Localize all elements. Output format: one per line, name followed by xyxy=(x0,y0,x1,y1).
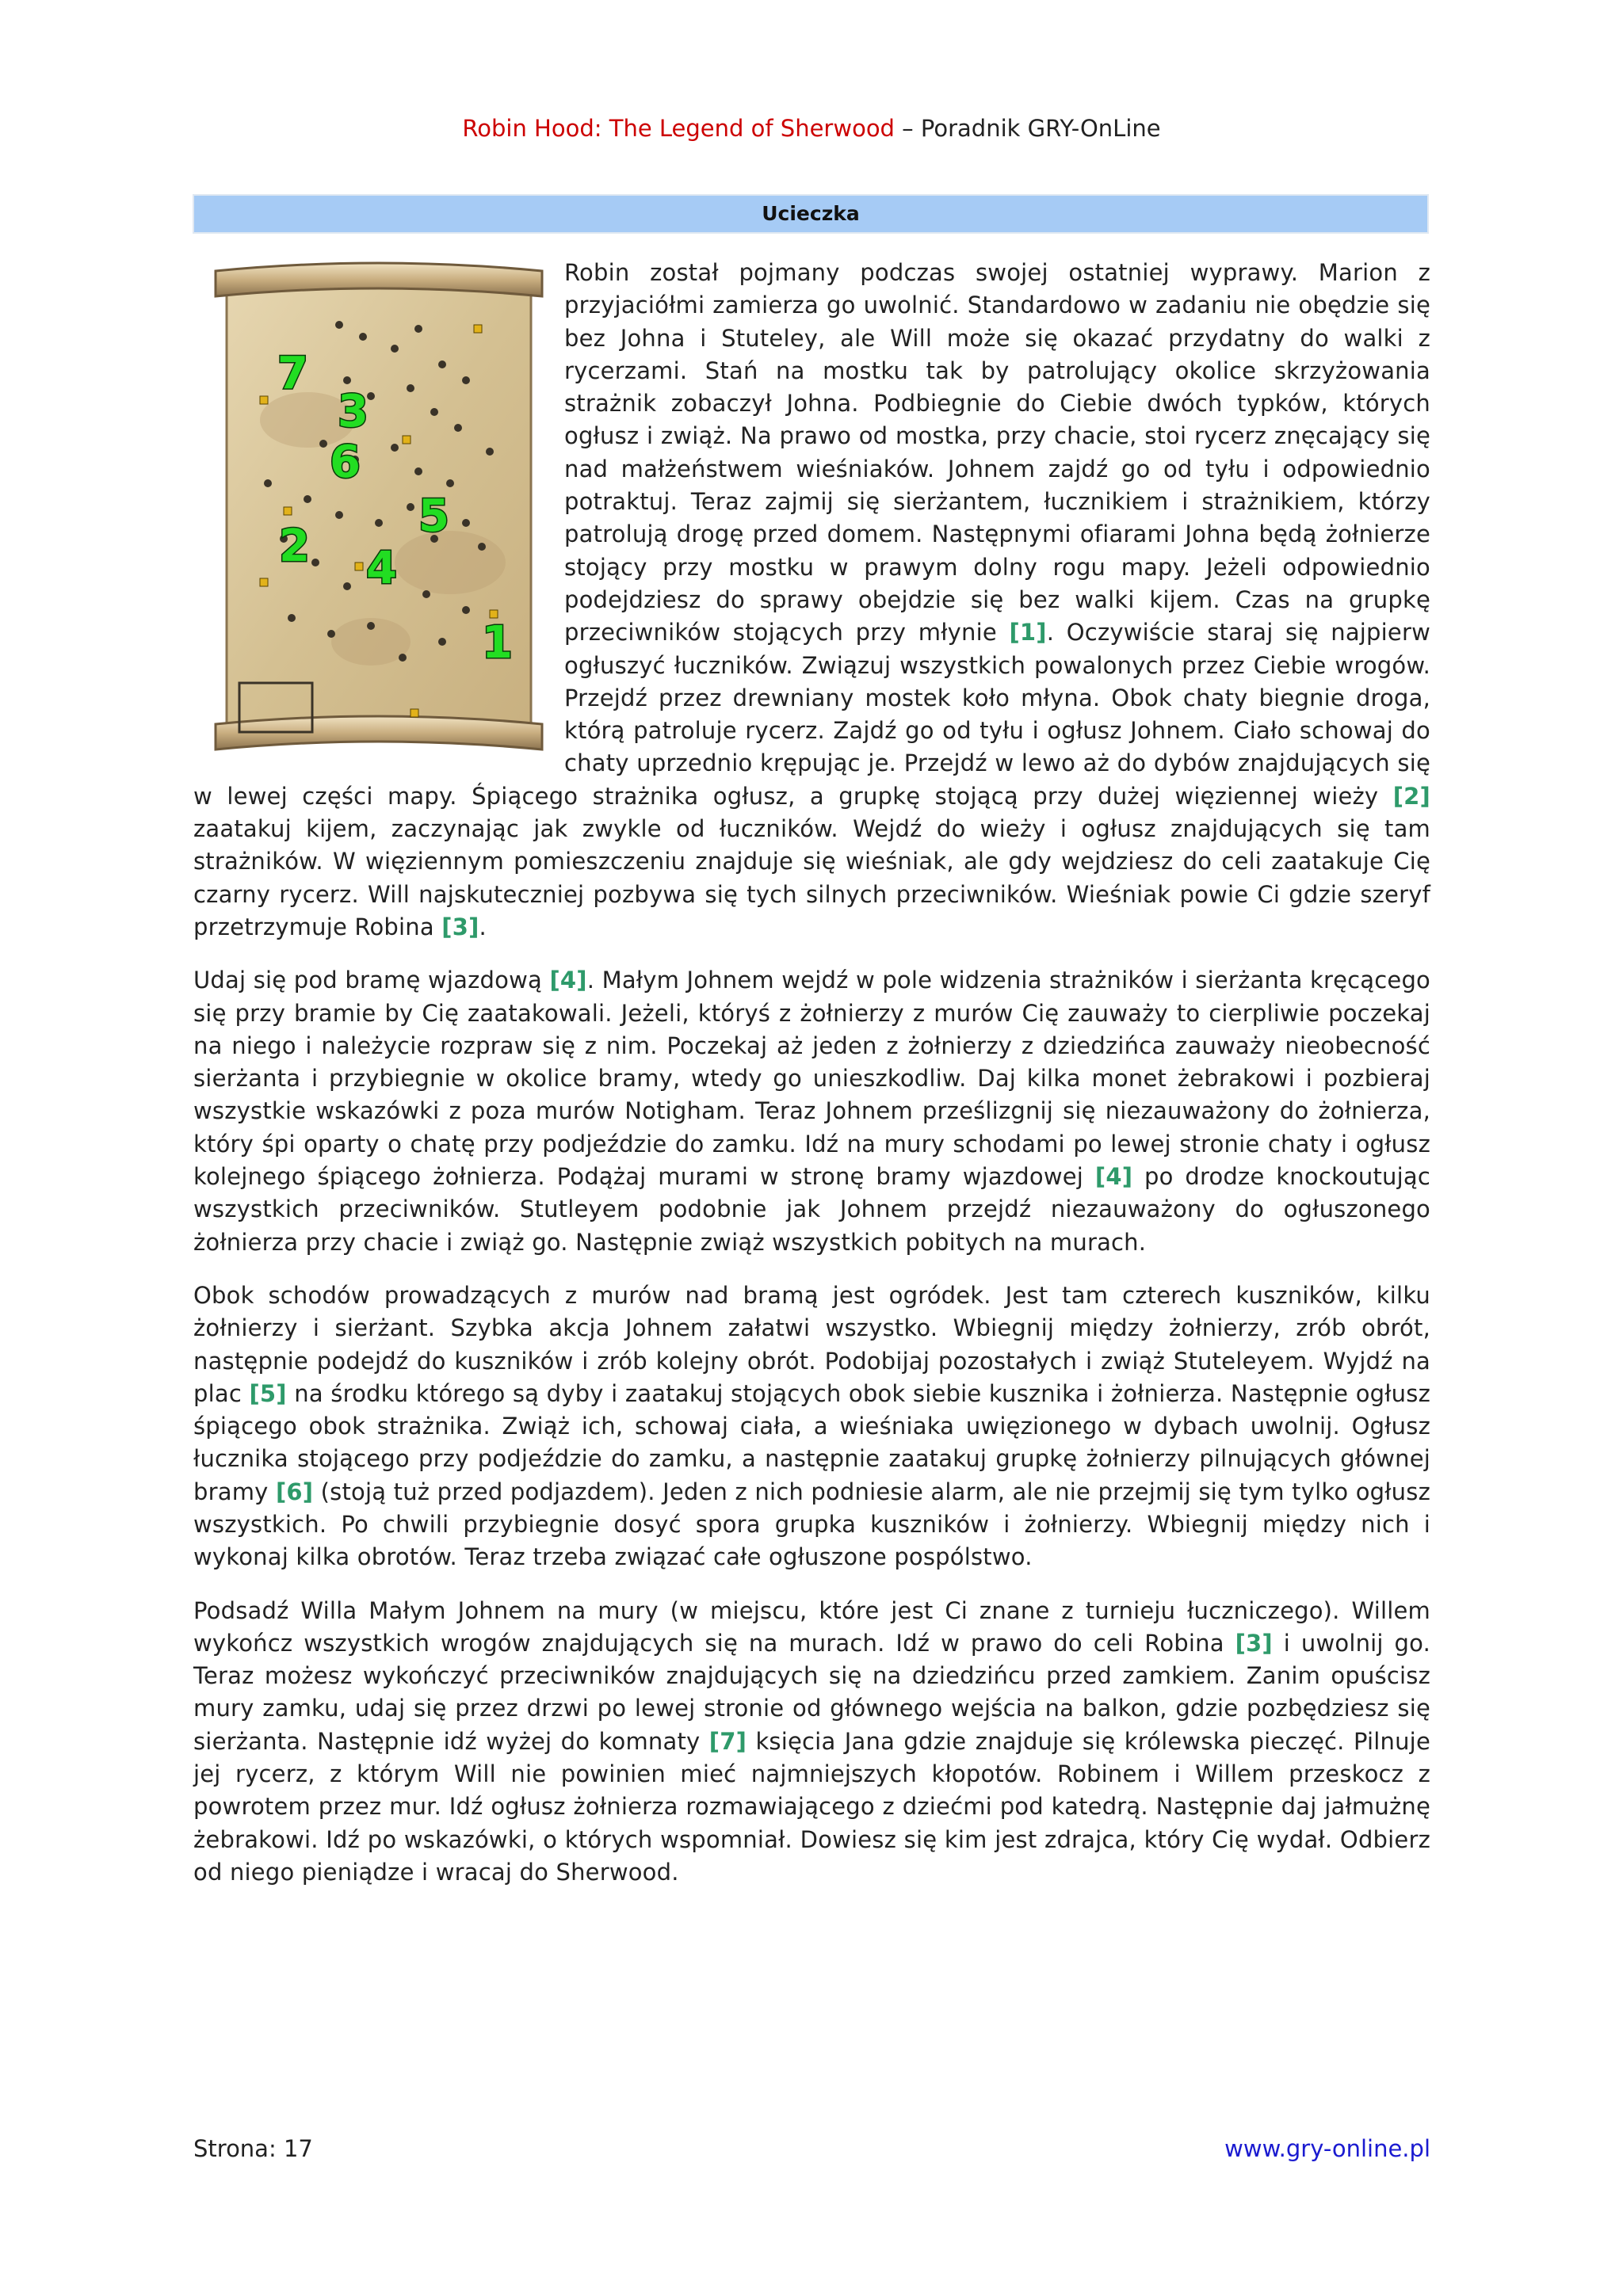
map-reference: [6] xyxy=(275,1478,314,1505)
page-number: Strona: 17 xyxy=(193,2135,313,2162)
paragraph-text: . xyxy=(479,913,487,940)
header-separator: – xyxy=(894,115,921,142)
paragraph-3 xyxy=(193,1280,1430,1574)
map-reference: [1] xyxy=(1009,619,1047,646)
paragraph-text: księcia Jana gdzie znajduje się królewska pieczęć. Pilnuje jej rycerz, z którym Will nie powinien mieć najmniejszych kłopotów. Robinem i Willem przeskocz z powrotem przez mur. Idź ogłusz żołnierza rozmawiającego z dziećmi pod katedrą. Następnie daj jałmużnę żebrakowi. Idź po wskazówki, o których wspomniał. Dowiesz się kim jest zdrajca, który Cię wydał. Odbierz od niego pieniądze i wracaj do Sherwood. xyxy=(193,1727,1430,1886)
map-marker-2: 2 xyxy=(279,521,311,572)
map-reference: [5] xyxy=(249,1379,287,1407)
map-reference: [7] xyxy=(708,1727,747,1755)
parchment-map-illustration xyxy=(212,261,545,759)
site-link[interactable]: www.gry-online.pl xyxy=(1224,2135,1430,2162)
guide-title: Poradnik GRY-OnLine xyxy=(920,115,1161,142)
map-reference: [4] xyxy=(549,967,587,994)
map-marker-4: 4 xyxy=(366,543,398,594)
paragraph-text: zaatakuj kijem, zaczynając jak zwykle od łuczników. Wejdź do wieży i ogłusz znajdujących się tam strażników. W więziennym pomieszczeniu znajduje się wieśniak, ale gdy wejdziesz do celi zaatakuje Cię czarny rycerz. Will najskuteczniej pozbywa się tych silnych przeciwników. Wieśniak powie Ci gdzie szeryf przetrzymuje Robina xyxy=(193,815,1430,940)
map-marker-7: 7 xyxy=(277,348,309,399)
paragraph-2 xyxy=(193,964,1430,1259)
paragraph-text: na środku którego są dyby i zaatakuj stojących obok siebie kusznika i żołnierza. Następnie ogłusz śpiącego obok strażnika. Zwiąż ich, schowaj ciała, a wieśniaka uwięzionego w dybach uwolnij. Ogłusz łucznika stojącego przy podjeździe do zamku, a następnie zaatakuj grupkę żołnierzy pilnujących głównej bramy xyxy=(193,1379,1430,1505)
map-reference: [4] xyxy=(1094,1163,1133,1191)
paragraph-text: (stoją tuż przed podjazdem). Jeden z nich podniesie alarm, ale nie przejmij się tym tylko ogłusz wszystkich. Po chwili przybiegnie dosyć spora grupka kuszników i żołnierzy. Wbiegnij między nich i wykonaj kilka obrotów. Teraz trzeba związać całe ogłuszone pospólstwo. xyxy=(193,1478,1430,1571)
section-title: Ucieczka xyxy=(762,202,860,225)
paragraph-text: . Małym Johnem wejdź w pole widzenia strażników i sierżanta kręcącego się przy bramie by Cię zaatakowali. Jeżeli, któryś z żołnierzy z murów Cię zauważy to cierpliwie poczekaj na niego i należycie rozpraw się z nim. Poczekaj aż jeden z żołnierzy z dziedzińca zauważy nieobecność sierżanta i przybiegnie w okolice bramy, wtedy go unieszkodliw. Daj kilka monet żebrakowi i pozbieraj wszystkie wskazówki z poza murów Notigham. Teraz Johnem prześlizgnij się niezauważony do żołnierza, który śpi oparty o chatę przy podjeździe do zamku. Idź na mury schodami po lewej stronie chaty i ogłusz kolejnego śpiącego żołnierza. Podążaj murami w stronę bramy wjazdowej xyxy=(193,967,1430,1191)
map-image xyxy=(193,257,564,770)
article-body xyxy=(193,257,1430,1909)
section-title-bar xyxy=(193,194,1429,234)
map-reference: [3] xyxy=(1235,1629,1273,1657)
map-marker-1: 1 xyxy=(482,617,514,669)
map-reference: [2] xyxy=(1392,782,1430,810)
paragraph-text: po drodze knockoutując wszystkich przeciwników. Stutleyem podobnie jak Johnem przejdź niezauważony do ogłuszonego żołnierza przy chacie i zwiąż go. Następnie zwiąż wszystkich pobitych na murach. xyxy=(193,1163,1430,1256)
map-reference: [3] xyxy=(441,913,479,940)
paragraph-text: Udaj się pod bramę wjazdową xyxy=(193,967,550,994)
paragraph-text: . Oczywiście staraj się najpierw ogłuszyć łuczników. Związuj wszystkich powalonych przez Ciebie wrogów. Przejdź przez drewniany mostek koło młyna. Obok chaty biegnie droga, którą patroluje rycerz. Zajdź go od tyłu i ogłusz Johnem. Ciało schowaj do chaty uprzednio krępując je. Przejdź w lewo aż do dybów znajdujących się w lewej części mapy. Śpiącego strażnika ogłusz, a grupkę stojącą przy dużej więziennej wieży xyxy=(193,619,1430,810)
paragraph-text: Obok schodów prowadzących z murów nad bramą jest ogródek. Jest tam czterech kuszników, kilku żołnierzy i sierżant. Szybka akcja Johnem załatwi wszystko. Wbiegnij między żołnierzy, zrób obrót, następnie podejdź do kuszników i zrób kolejny obrót. Podobijaj pozostałych i zwiąż Stuteleyem. Wyjdź na plac xyxy=(193,1281,1430,1407)
page-header xyxy=(0,113,1623,144)
map-marker-5: 5 xyxy=(418,490,450,542)
paragraph-4 xyxy=(193,1595,1430,1890)
paragraph-text: Podsadź Willa Małym Johnem na mury (w miejscu, które jest Ci znane z turnieju łuczniczego). Willem wykończ wszystkich wrogów znajdujących się na murach. Idź w prawo do celi Robina xyxy=(193,1596,1430,1657)
paragraph-text: Robin został pojmany podczas swojej ostatniej wyprawy. Marion z przyjaciółmi zamierza go uwolnić. Standardowo w zadaniu nie obędzie się bez Johna i Stuteley, ale Will może się okazać przydatny do walki z rycerzami. Stań na mostku tak by patrolujący okolice skrzyżowania strażnik zobaczył Johna. Podbiegnie do Ciebie dwóch typków, których ogłusz i zwiąż. Na prawo od mostka, przy chacie, stoi rycerz znęcający się nad małżeństwem wieśniaków. Johnem zajdź go od tyłu i odpowiednio potraktuj. Teraz zajmij się sierżantem, łucznikiem i strażnikiem, którzy patrolują drogę przed domem. Następnymi ofiarami Johna będą żołnierze stojący przy mostku w prawym dolny rogu mapy. Jeżeli odpowiednio podejdziesz do sprawy obejdzie się bez walki kijem. Czas na grupkę przeciwników stojących przy młynie xyxy=(564,259,1430,646)
map-marker-3: 3 xyxy=(338,386,369,437)
paragraph-text: i uwolnij go. Teraz możesz wykończyć przeciwników znajdujących się na dziedzińcu przed zamkiem. Zanim opuścisz mury zamku, udaj się przez drzwi po lewej stronie od głównego wejścia na balkon, gdzie pozbędziesz się sierżanta. Następnie idź wyżej do komnaty xyxy=(193,1629,1431,1755)
map-marker-6: 6 xyxy=(330,437,361,488)
game-title: Robin Hood: The Legend of Sherwood xyxy=(462,115,895,142)
